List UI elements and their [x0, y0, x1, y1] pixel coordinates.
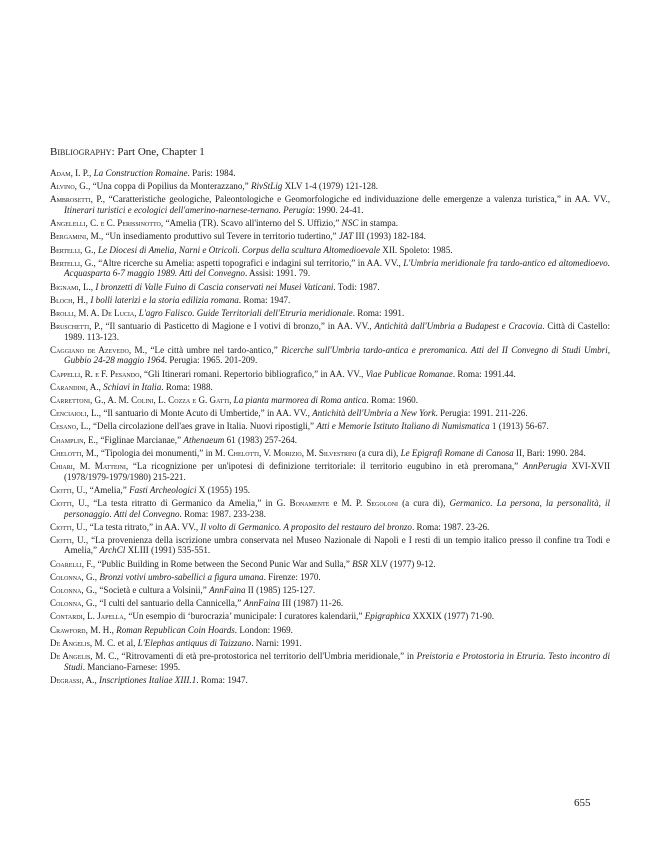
entry-text: . Roma: 1947.	[196, 674, 248, 685]
entry-author: Colonna, G.	[50, 598, 95, 609]
entry-text: ,	[85, 294, 91, 305]
entry-title: Itinerari turistici e ecologici dell'amerino-narnese-ternano. Perugia	[64, 204, 313, 215]
entry-author: Ambrosetti, P.	[50, 194, 103, 205]
entry-text: X (1955) 195.	[196, 484, 251, 495]
entry-text: ,	[90, 281, 96, 292]
entry-author: Bonamente	[289, 497, 330, 508]
bibliography-entry	[50, 258, 610, 279]
bibliography-entry	[50, 408, 610, 419]
bibliography-entry	[50, 218, 610, 229]
entry-author: Crawford, M. H.	[50, 624, 112, 635]
bibliography-entry	[50, 461, 610, 482]
entry-author: Bignami, L.	[50, 281, 91, 292]
bibliography-entry	[50, 369, 610, 380]
bibliography-entry	[50, 498, 610, 519]
entry-text: . Roma: 1991.44.	[452, 368, 516, 379]
bibliography-entry	[50, 345, 610, 366]
entry-text: . Perugia: 1991. 211-226.	[435, 408, 528, 419]
entry-text: ,	[111, 624, 117, 635]
entry-text: (a cura di),	[356, 447, 401, 458]
entry-title: Le Epigrafi Romane di Canosa	[400, 447, 514, 458]
entry-title: Ricerche sull'Umbria tardo-antica e preromanica. Atti del II Convegno di Studi Umbri, Gubbio 24-28 maggio 1964	[64, 344, 611, 366]
bibliography-entry	[50, 522, 610, 533]
entry-title: Viae Publicae Romanae	[365, 368, 453, 379]
entry-text: , “La provenienza della iscrizione umbra conservata nel Museo Nazionale di Napoli e I resti di un tempio italico presso il confine tra Todi e Amelia,”	[64, 534, 610, 556]
bibliography-entry	[50, 382, 610, 393]
entry-title: Bronzi votivi umbro-sabellici a figura umana	[99, 571, 264, 582]
bibliography-entry	[50, 181, 610, 192]
entry-title: L'Umbria meridionale fra tardo-antico ed altomedioevo. Acquasparta 6-7 maggio 1989. Atti del Convegno	[64, 257, 611, 279]
entry-title: AnnFaina	[209, 585, 246, 596]
bibliography-entry	[50, 245, 610, 256]
bibliography-entry	[50, 651, 610, 672]
entry-text: XXXIX (1977) 71-90.	[410, 611, 495, 622]
entry-title: L'Elephas antiquus di Taizzano	[137, 637, 252, 648]
entry-text: XII. Spoleto: 1985.	[380, 244, 453, 255]
entry-text: , “Caratteristiche geologiche, Paleontologiche e Geomorfologiche ed individuazione delle emergenze a valenza turistica,” in AA. VV.,	[102, 194, 610, 205]
entry-title: Athenaeum	[183, 434, 225, 445]
heading-label: Bibliography	[50, 146, 112, 158]
entry-text: , “Ritrovamenti di età pre-protostorica nel territorio dell'Umbria meridionale,” in	[116, 650, 417, 661]
entry-text: 1 (1913) 56-67.	[489, 421, 549, 432]
entry-author: Bruschetti, P.	[50, 321, 101, 332]
section-heading	[50, 146, 205, 158]
bibliography-entry	[50, 321, 610, 342]
entry-author: Chelotti, V. Morizio, M. Silvestrini	[227, 447, 357, 458]
bibliography-entry	[50, 598, 610, 609]
entry-author: Adam, I. P.	[50, 168, 90, 178]
entry-text: , “Società e cultura a Volsinii,”	[94, 585, 210, 596]
bibliography-entry	[50, 448, 610, 459]
entry-text: . Todi: 1987.	[333, 281, 380, 292]
entry-text: , “Public Building in Rome between the Second Punic War and Sulla,”	[92, 558, 353, 569]
entry-title: Preistoria e Protostoria in Etruria. Testo incontro di Studi	[64, 650, 610, 672]
entry-author: Colonna, G.	[50, 571, 95, 582]
entry-author: Degrassi, A.	[50, 674, 95, 685]
entry-title: AnnFaina	[243, 598, 280, 609]
entry-text: e M. P.	[329, 497, 367, 508]
entry-title: Il volto di Germanico. A proposito del restauro del bronzo	[200, 521, 412, 532]
entry-text: , “Della circolazione dell'aes grave in Italia. Nuovi ripostigli,”	[88, 421, 317, 432]
entry-text: , “La testa ritratto di Germanico da Amelia,” in G.	[86, 497, 290, 508]
entry-text: . Roma: 1960.	[366, 395, 418, 405]
entry-title: La Construction Romaine	[93, 168, 188, 178]
entry-author: Coarelli, F.	[50, 558, 93, 569]
bibliography-entry	[50, 535, 610, 556]
bibliography-entry	[50, 585, 610, 596]
entry-text: XLV 1-4 (1979) 121-128.	[282, 181, 379, 192]
bibliography-entry	[50, 638, 610, 649]
entry-text: , “Amelia (TR). Scavo all'interno del S. Uffizio,”	[160, 218, 342, 229]
entry-text: , “Figlinae Marcianae,”	[95, 434, 184, 445]
entry-text: II (1985) 125-127.	[245, 585, 316, 596]
bibliography-entry	[50, 559, 610, 570]
bibliography-entry	[50, 625, 610, 636]
entry-author: Ciotti, U.	[50, 484, 86, 495]
entry-title: Antichità dall'Umbria a Budapest e Cracovia	[374, 321, 543, 332]
entry-author: Cenciaioli, L.	[50, 408, 99, 419]
entry-title: Le Diocesi di Amelia, Narni e Otricoli. Corpus della scultura Altomedioevale	[97, 244, 381, 255]
bibliography-entry	[50, 611, 610, 622]
entry-author: Brolli, M. A. De Lucia	[50, 307, 135, 318]
entry-title: L'agro Falisco. Guide Territoriali dell'Etruria meridionale	[138, 307, 353, 318]
entry-title: RivStLig	[250, 181, 283, 192]
entry-text: . Roma: 1947.	[238, 294, 291, 305]
bibliography-entry	[50, 572, 610, 583]
entry-author: Ciotti, U.	[50, 497, 87, 508]
entry-text: , “I culti del santuario della Cannicella,”	[94, 598, 244, 609]
entry-text: , “Gli Itinerari romani. Repertorio bibliografico,” in AA. VV.,	[139, 368, 366, 379]
entry-author: De Angelis, M. C.	[50, 650, 117, 661]
entry-author: Ciotti, U.	[50, 534, 86, 545]
entry-text: 61 (1983) 257-264.	[224, 434, 298, 445]
entry-text: III (1987) 11-26.	[279, 598, 344, 609]
entry-text: , “La ricognizione per un'ipotesi di definizione territoriale: il territorio eugubino in età preromana,”	[125, 460, 523, 471]
entry-text: , “Un esempio di ‘burocrazia’ municipale: I curatores kalendarii,”	[123, 611, 365, 622]
entry-title: Schiavi in Italia	[103, 381, 162, 392]
entry-text: . Manciano-Farnese: 1995.	[82, 661, 181, 672]
entry-author: Cesano, L.	[50, 421, 89, 432]
entry-author: Chiari, M. Matteini	[50, 460, 126, 471]
entry-text: , “Un insediamento produttivo sul Tevere in territorio tudertino,”	[100, 231, 339, 242]
entry-text: . London: 1969.	[234, 624, 293, 635]
entry-author: Angelelli, C. e C. Perissinotto	[50, 218, 161, 229]
entry-title: I bolli laterizi e la storia edilizia romana	[90, 294, 239, 305]
bibliography-entry	[50, 231, 610, 242]
entry-text: ,	[89, 168, 94, 178]
entry-text: ,	[229, 395, 234, 405]
bibliography-list	[50, 168, 610, 688]
entry-text: ,	[94, 674, 100, 685]
entry-title: Inscriptiones Italiae XIII.1	[99, 674, 197, 685]
entry-text: , “Il santuario di Pasticetto di Magione e I votivi di bronzo,” in AA. VV.,	[100, 321, 375, 332]
bibliography-entry	[50, 295, 610, 306]
entry-text: . Assisi: 1991. 79.	[244, 268, 311, 279]
entry-author: Caggiano de Azevedo, M.	[50, 344, 145, 355]
page-number: 655	[574, 797, 591, 809]
entry-title: BSR	[352, 558, 368, 569]
entry-text: ,	[94, 571, 100, 582]
entry-text: , “Le città umbre nel tardo-antico,”	[144, 344, 282, 355]
entry-author: Bertelli, G.	[50, 244, 94, 255]
entry-text: , “La testa ritrato,” in AA. VV.,	[85, 521, 201, 532]
entry-title: AnnPerugia	[522, 460, 567, 471]
entry-title: Antichità dell'Umbria a New York	[312, 408, 436, 419]
entry-author: Champlin, E.	[50, 434, 96, 445]
heading-subtitle: : Part One, Chapter 1	[111, 146, 205, 158]
entry-text: , “Tipologia dei monumenti,” in M.	[96, 447, 228, 458]
entry-text: . Perugia: 1965. 201-209.	[164, 355, 258, 366]
entry-author: Bergamini, M.	[50, 231, 101, 242]
bibliography-entry	[50, 194, 610, 215]
entry-text: XVI-XVII (1978/1979-1979/1980) 215-221.	[64, 460, 610, 482]
entry-text: (a cura di),	[398, 497, 450, 508]
entry-title: I bronzetti di Valle Fuino di Cascia conservati nei Musei Vaticani	[95, 281, 334, 292]
entry-author: Bloch, H.	[50, 294, 86, 305]
entry-title: NSC	[341, 218, 359, 229]
entry-text: XLIII (1991) 535-551.	[125, 545, 211, 556]
bibliography-entry	[50, 435, 610, 446]
bibliography-entry	[50, 282, 610, 293]
entry-text: , “Amelia,”	[85, 484, 130, 495]
entry-author: Chelotti, M.	[50, 447, 97, 458]
entry-text: II, Bari: 1990. 284.	[513, 447, 586, 458]
entry-text: , “Il santuario di Monte Acuto di Umbertide,” in AA. VV.,	[98, 408, 313, 419]
bibliography-entry	[50, 395, 610, 406]
entry-text: in stampa.	[358, 218, 399, 229]
entry-text: . Roma: 1991.	[352, 307, 405, 318]
entry-text: et al,	[115, 637, 138, 648]
bibliography-entry	[50, 168, 610, 179]
entry-text: . Narni: 1991.	[251, 637, 302, 648]
entry-author: Alvino, G.	[50, 181, 89, 192]
entry-text: . Firenze: 1970.	[263, 571, 321, 582]
entry-text: . Roma: 1987. 23-26.	[411, 521, 490, 532]
entry-text: . Paris: 1984.	[187, 168, 236, 178]
entry-text: XLV (1977) 9-12.	[367, 558, 436, 569]
entry-text: . Roma: 1988.	[161, 381, 213, 392]
entry-author: Carrettoni, G., A. M. Colini, L. Cozza e G. Gatti	[50, 395, 230, 405]
entry-title: Germanico. La persona, la personalità, il personaggio. Atti del Convegno	[64, 497, 611, 519]
entry-text: , “Altre ricerche su Amelia: aspetti topografici e indagini sul territorio,” in AA. VV.,	[93, 257, 404, 268]
entry-author: Segoloni	[366, 497, 399, 508]
entry-title: Roman Republican Coin Hoards	[116, 624, 235, 635]
entry-title: Atti e Memorie Istituto Italiano di Numismatica	[316, 421, 490, 432]
entry-author: Cappelli, R. e F. Pesando	[50, 368, 140, 379]
entry-author: Bertelli, G.	[50, 257, 94, 268]
entry-title: Epigraphica	[364, 611, 411, 622]
entry-author: Contardi, L. Japella	[50, 611, 124, 622]
bibliography-entry	[50, 675, 610, 686]
entry-text: III (1993) 182-184.	[353, 231, 426, 242]
entry-text: ,	[98, 381, 104, 392]
entry-title: Fasti Archeologici	[129, 484, 197, 495]
entry-text: ,	[93, 244, 98, 255]
entry-author: De Angelis, M. C.	[50, 637, 116, 648]
entry-title: JAT	[338, 231, 354, 242]
entry-text: ,	[134, 307, 139, 318]
bibliography-entry	[50, 421, 610, 432]
bibliography-entry	[50, 308, 610, 319]
entry-author: Carandini, A.	[50, 381, 99, 392]
bibliography-entry	[50, 485, 610, 496]
entry-author: Colonna, G.	[50, 585, 95, 596]
entry-text: , “Una coppa di Popilius da Monterazzano,”	[88, 181, 251, 192]
entry-text: . Città di Castello: 1989. 113-123.	[64, 321, 610, 342]
entry-title: ArchCl	[99, 545, 126, 556]
entry-text: : 1990. 24-41.	[312, 204, 364, 215]
entry-text: . Roma: 1987. 233-238.	[179, 508, 266, 519]
entry-title: La pianta marmorea di Roma antica	[233, 395, 367, 405]
entry-author: Ciotti, U.	[50, 521, 86, 532]
